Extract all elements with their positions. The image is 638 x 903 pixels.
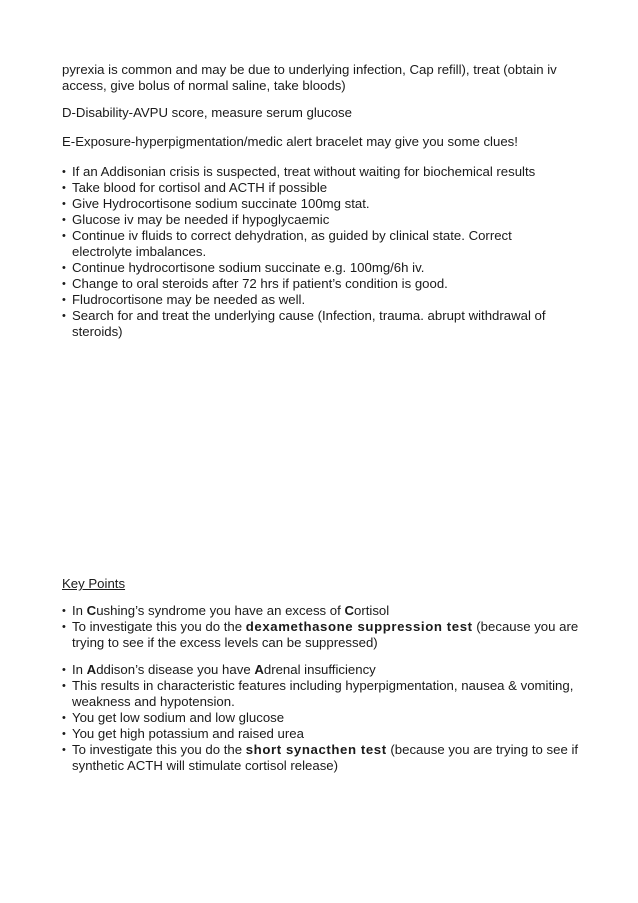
list-item: • You get low sodium and low glucose [62, 710, 582, 726]
list-item: • Glucose iv may be needed if hypoglycaemic [62, 212, 572, 228]
list-item: • In Cushing’s syndrome you have an excess of Cortisol [62, 603, 582, 619]
management-list [62, 164, 572, 340]
disability-paragraph: D-Disability-AVPU score, measure serum glucose [62, 105, 352, 120]
list-item: • Continue iv fluids to correct dehydration, as guided by clinical state. Correct electrolyte imbalances. [62, 228, 572, 260]
list-item: • This results in characteristic features including hyperpigmentation, nausea & vomiting, weakness and hypotension. [62, 678, 582, 710]
list-item: • Search for and treat the underlying cause (Infection, trauma. abrupt withdrawal of steroids) [62, 308, 572, 340]
list-item: • To investigate this you do the short synacthen test (because you are trying to see if synthetic ACTH will stimulate cortisol release) [62, 742, 582, 774]
list-item: • Continue hydrocortisone sodium succinate e.g. 100mg/6h iv. [62, 260, 572, 276]
cushing-list [62, 603, 582, 651]
list-item: • Fludrocortisone may be needed as well. [62, 292, 572, 308]
list-item: • To investigate this you do the dexamethasone suppression test (because you are trying to see if the excess levels can be suppressed) [62, 619, 582, 651]
list-item: • You get high potassium and raised urea [62, 726, 582, 742]
addison-list [62, 662, 582, 774]
list-item: • If an Addisonian crisis is suspected, treat without waiting for biochemical results [62, 164, 572, 180]
key-points-heading: Key Points [62, 576, 126, 591]
list-item: • In Addison’s disease you have Adrenal insufficiency [62, 662, 582, 678]
exposure-paragraph: E-Exposure-hyperpigmentation/medic alert bracelet may give you some clues! [62, 134, 518, 149]
list-item: • Change to oral steroids after 72 hrs if patient’s condition is good. [62, 276, 572, 292]
list-item: • Give Hydrocortisone sodium succinate 100mg stat. [62, 196, 572, 212]
list-item: • Take blood for cortisol and ACTH if possible [62, 180, 572, 196]
intro-paragraph: pyrexia is common and may be due to underlying infection, Cap refill), treat (obtain iv access, give bolus of normal saline, take bloods) [62, 62, 557, 93]
